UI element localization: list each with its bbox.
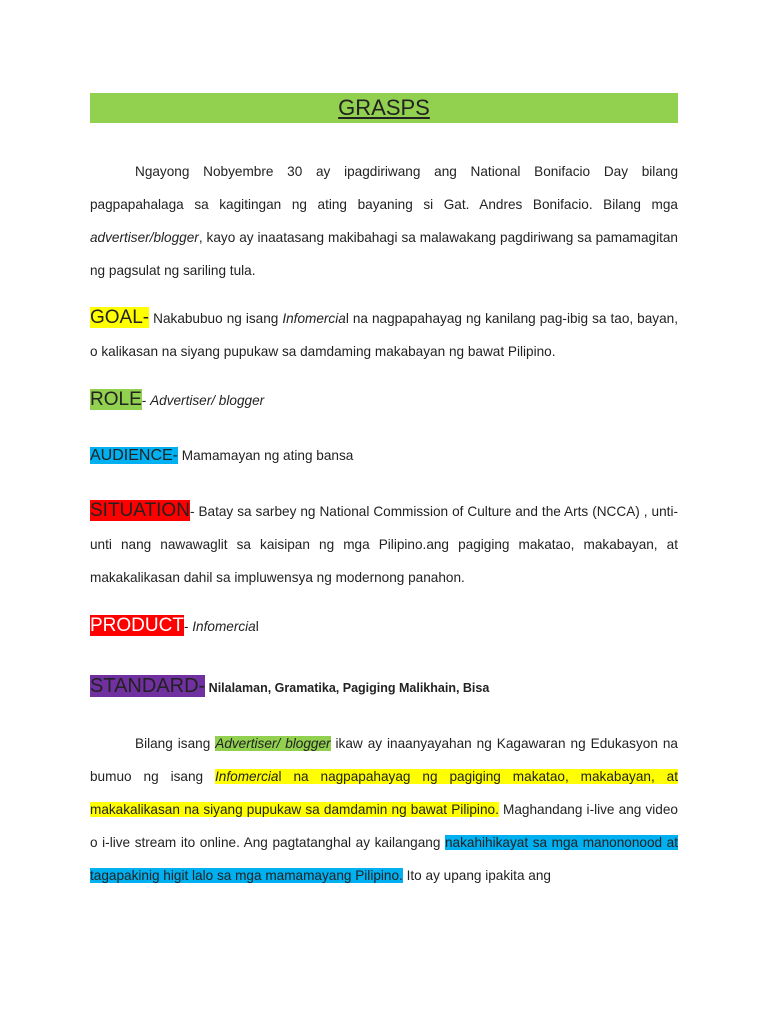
product-italic: Infomercia [192,619,256,634]
product-section [90,614,678,639]
situation-text: - Batay sa sarbey ng National Commission of Culture and the Arts (NCCA) , unti-unti nang nawawaglit sa kaisipan ng mga Pilipino.ang pagiging makatao, makabayan, at makakalikasan dahil sa impluwensya ng modernong panahon. [90,504,678,585]
goal-text: Nakabubuo ng isang [149,311,283,326]
audience-label: AUDIENCE- [90,447,179,464]
intro-text: Ngayong Nobyembre 30 ay ipagdiriwang ang National Bonifacio Day bilang pagpapahalaga sa kagitingan ng ating bayaning si Gat. Andres Bonifacio. Bilang mga [90,164,678,212]
standard-label: STANDARD- [90,675,206,697]
role-dash: - [141,393,151,408]
page-title: GRASPS [338,95,430,120]
intro-italic: advertiser/blogger [90,230,199,245]
closing-highlight-yellow-italic: Infomercia [215,769,279,784]
role-text: Advertiser/ blogger [150,393,265,408]
product-label: PRODUCT [90,615,184,636]
closing-highlight-yellow: l na nagpapahayag ng pagiging makatao, makabayan, at makakalikasan na siyang pupukaw sa damdamin ng bawat Pilipino. [90,769,678,817]
situation-label: SITUATION [90,500,190,521]
closing-highlight-cyan: nakahihikayat sa mga manononood at tagapakinig higit lalo sa mga mamamayang Pilipino. [90,835,678,883]
closing-text-a: Bilang isang [135,736,216,751]
audience-text: Mamamayan ng ating bansa [178,448,354,463]
goal-section [90,301,678,368]
role-section [90,388,678,413]
intro-paragraph [90,155,678,287]
product-dash: - [183,619,193,634]
intro-text-end: , kayo ay inaatasang makibahagi sa malawakang pagdiriwang sa pamamagitan ng pagsulat ng sariling tula. [90,230,678,278]
goal-label: GOAL- [90,307,150,328]
audience-section [90,444,678,468]
standard-section [90,674,678,700]
goal-italic: Infomercia [282,311,346,326]
closing-highlight-green: Advertiser/ blogger [215,736,331,751]
standard-text: Nilalaman, Gramatika, Pagiging Malikhain, Bisa [205,681,490,695]
situation-section [90,494,678,594]
title-banner [90,93,678,123]
closing-text-d: Ito ay upang ipakita ang [402,868,551,883]
closing-text-c: Maghandang i-live ang video o i-live stream ito online. Ang pagtatanghal ay kailangang [90,802,678,850]
goal-text-end: l na nagpapahayag ng kanilang pag-ibig sa tao, bayan, o kalikasan na siyang pupukaw sa damdaming makabayan ng bawat Pilipino. [90,311,678,359]
closing-text-b: ikaw ay inaanyayahan ng Kagawaran ng Edukasyon na bumuo ng isang [90,736,678,784]
role-label: ROLE [90,389,142,410]
closing-paragraph [90,727,678,892]
product-text-end: l [255,619,259,634]
